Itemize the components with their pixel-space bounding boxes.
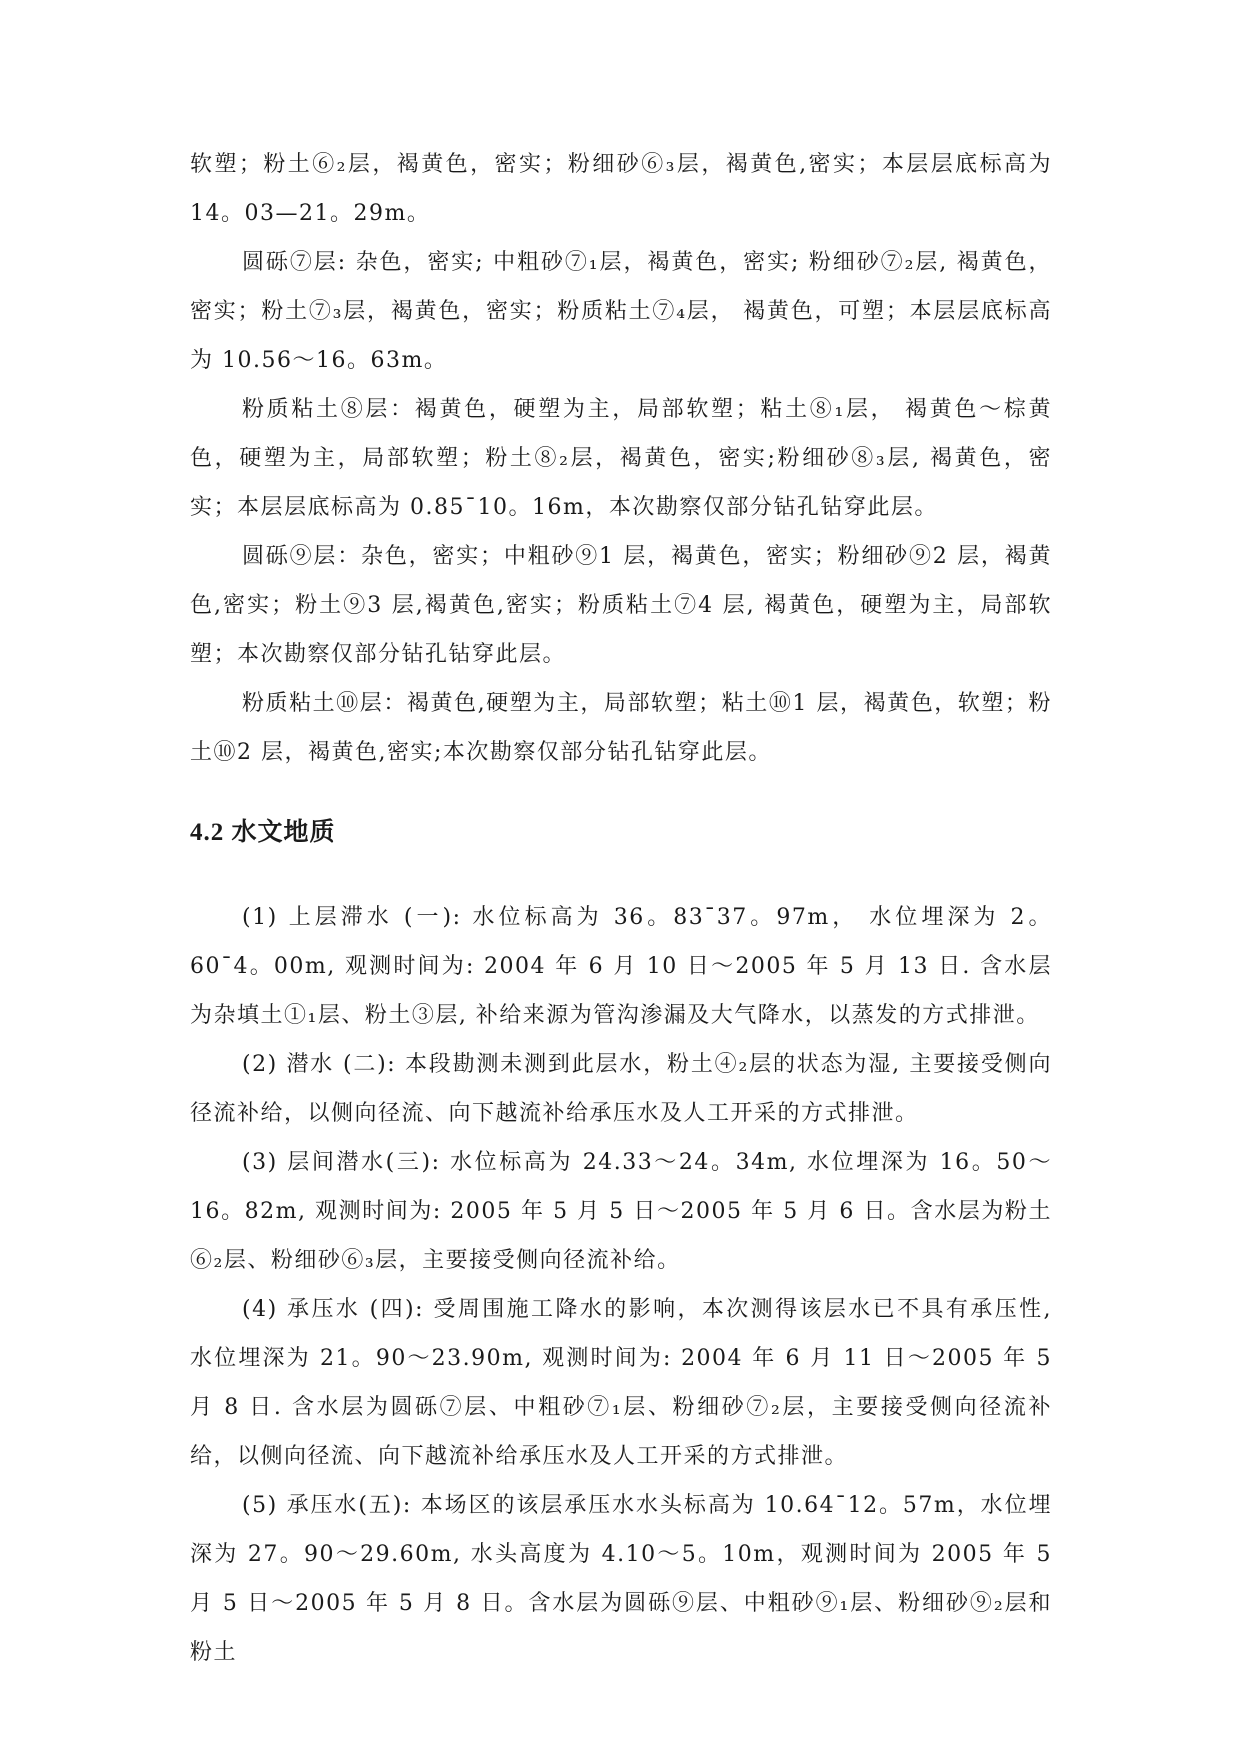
paragraph-layer-9: 圆砾⑨层：杂色，密实；中粗砂⑨1 层，褐黄色，密实；粉细砂⑨2 层，褐黄色,密实；粉土⑨3 层,褐黄色,密实；粉质粘土⑦4 层, 褐黄色，硬塑为主，局部软塑；本次勘察仅部分钻孔钻穿此层。	[190, 544, 1052, 667]
paragraph-water-2: (2) 潜水 (二): 本段勘测未测到此层水，粉土④₂层的状态为湿, 主要接受侧向径流补给，以侧向径流、向下越流补给承压水及人工开采的方式排泄。	[190, 1052, 1052, 1126]
paragraph-water-1: (1) 上层滞水 (一): 水位标高为 36。83¯37。97m， 水位埋深为 2。60¯4。00m, 观测时间为: 2004 年 6 月 10 日～2005 年 5 月 13 日. 含水层为杂填土①₁层、粉土③层, 补给来源为管沟渗漏及大气降水，以蒸发的方式排泄。	[190, 905, 1052, 1028]
section-heading: 4.2 水文地质	[190, 819, 336, 846]
document-page	[190, 140, 1052, 1677]
paragraph-water-4: (4) 承压水 (四): 受周围施工降水的影响，本次测得该层水已不具有承压性, 水位埋深为 21。90～23.90m, 观测时间为: 2004 年 6 月 11 日～2005 年 5 月 8 日. 含水层为圆砾⑦层、中粗砂⑦₁层、粉细砂⑦₂层，主要接受侧向径流补给，以侧向径流、向下越流补给承压水及人工开采的方式排泄。	[190, 1297, 1052, 1469]
paragraph-layer-7: 圆砾⑦层: 杂色，密实; 中粗砂⑦₁层，褐黄色，密实; 粉细砂⑦₂层, 褐黄色，密实；粉土⑦₃层，褐黄色，密实；粉质粘土⑦₄层， 褐黄色，可塑；本层层底标高为 10.56～16。63m。	[190, 250, 1052, 373]
paragraph-layer-10: 粉质粘土⑩层：褐黄色,硬塑为主，局部软塑；粘土⑩1 层，褐黄色，软塑；粉土⑩2 层，褐黄色,密实;本次勘察仅部分钻孔钻穿此层。	[190, 691, 1052, 765]
paragraph-continuation: 软塑；粉土⑥₂层，褐黄色，密实；粉细砂⑥₃层，褐黄色,密实；本层层底标高为 14。03—21。29m。	[190, 152, 1052, 226]
paragraph-water-5: (5) 承压水(五): 本场区的该层承压水水头标高为 10.64¯12。57m，水位埋深为 27。90～29.60m, 水头高度为 4.10～5。10m，观测时间为 2005 年 5 月 5 日～2005 年 5 月 8 日。含水层为圆砾⑨层、中粗砂⑨₁层、粉细砂⑨₂层和粉土	[190, 1493, 1052, 1665]
paragraph-water-3: (3) 层间潜水(三): 水位标高为 24.33～24。34m, 水位埋深为 16。50～16。82m, 观测时间为: 2005 年 5 月 5 日～2005 年 5 月 6 日。含水层为粉土⑥₂层、粉细砂⑥₃层，主要接受侧向径流补给。	[190, 1150, 1052, 1273]
paragraph-layer-8: 粉质粘土⑧层：褐黄色，硬塑为主，局部软塑；粘土⑧₁层， 褐黄色～棕黄色，硬塑为主，局部软塑；粉土⑧₂层，褐黄色，密实;粉细砂⑧₃层, 褐黄色，密实；本层层底标高为 0.85¯10。16m，本次勘察仅部分钻孔钻穿此层。	[190, 397, 1052, 520]
